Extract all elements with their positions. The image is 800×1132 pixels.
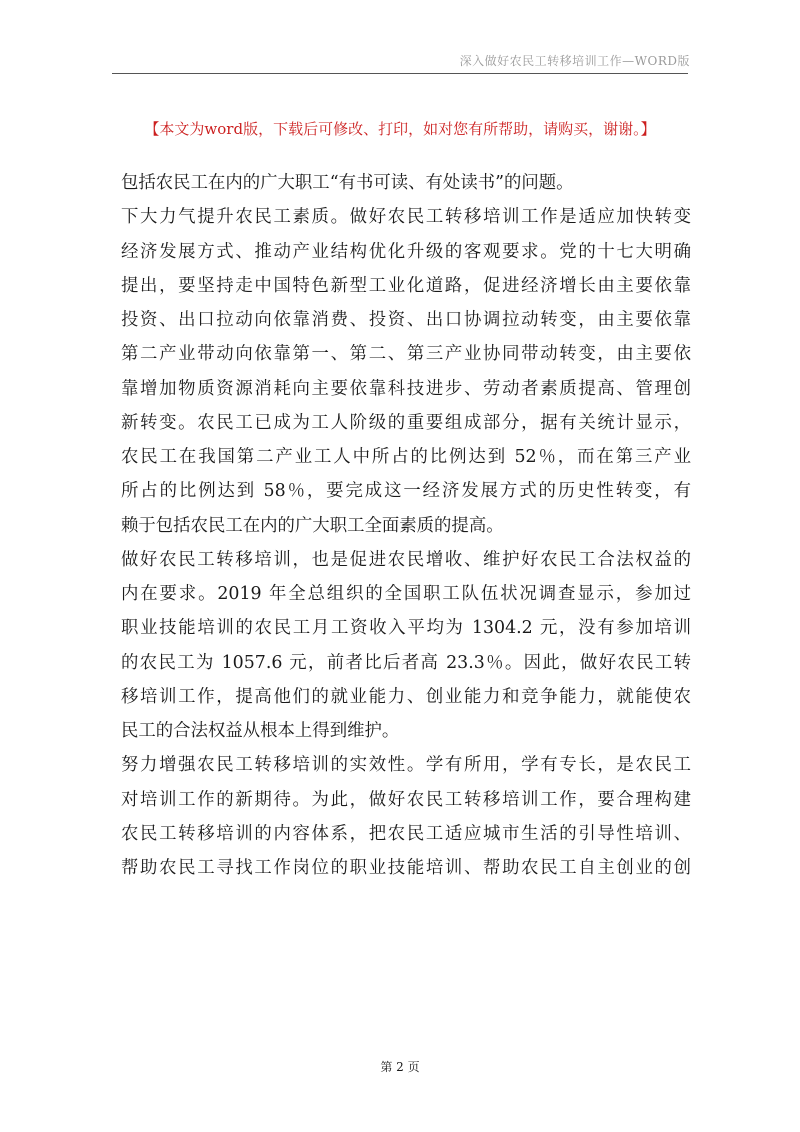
body-text bbox=[121, 166, 691, 885]
text-line: 努力增强农民工转移培训的实效性。学有所用，学有专长，是农民工 bbox=[121, 755, 691, 776]
text-line: 做好农民工转移培训，也是促进农民增收、维护好农民工合法权益的 bbox=[121, 549, 691, 570]
text-line: 内在要求。2019 年全总组织的全国职工队伍状况调查显示，参加过 bbox=[121, 584, 691, 604]
paragraph bbox=[121, 748, 691, 885]
text-line: 职业技能培训的农民工月工资收入平均为 1304.2 元，没有参加培训 bbox=[121, 618, 691, 639]
paragraph bbox=[121, 200, 691, 543]
text-line: 所占的比例达到 58％，要完成这一经济发展方式的历史性转变，有 bbox=[121, 481, 691, 502]
text-line: 移培训工作，提高他们的就业能力、创业能力和竞争能力，就能使农 bbox=[121, 686, 691, 707]
text-line: 对培训工作的新期待。为此，做好农民工转移培训工作，要合理构建 bbox=[121, 789, 691, 810]
text-line: 包括农民工在内的广大职工“有书可读、有处读书”的问题。 bbox=[121, 173, 574, 193]
page-number: 第 2 页 bbox=[380, 1060, 420, 1074]
header-rule bbox=[112, 73, 688, 74]
text-line: 经济发展方式、推动产业结构优化升级的客观要求。党的十七大明确 bbox=[121, 241, 691, 262]
purchase-notice: 【本文为word版，下载后可修改、打印，如对您有所帮助，请购买，谢谢。】 bbox=[144, 120, 656, 138]
text-line: 农民工在我国第二产业工人中所占的比例达到 52％，而在第三产业 bbox=[121, 447, 691, 467]
text-line: 提出，要坚持走中国特色新型工业化道路，促进经济增长由主要依靠 bbox=[121, 275, 691, 296]
paragraph bbox=[121, 166, 691, 200]
text-line: 靠增加物质资源消耗向主要依靠科技进步、劳动者素质提高、管理创 bbox=[121, 378, 691, 399]
text-line: 下大力气提升农民工素质。做好农民工转移培训工作是适应加快转变 bbox=[121, 207, 691, 228]
text-line: 新转变。农民工已成为工人阶级的重要组成部分，据有关统计显示， bbox=[121, 412, 691, 433]
text-line: 民工的合法权益从根本上得到维护。 bbox=[121, 721, 400, 741]
header-title: 深入做好农民工转移培训工作—WORD版 bbox=[459, 54, 690, 68]
text-line: 帮助农民工寻找工作岗位的职业技能培训、帮助农民工自主创业的创 bbox=[121, 858, 691, 878]
text-line: 第二产业带动向依靠第一、第二、第三产业协同带动转变，由主要依 bbox=[121, 344, 691, 365]
text-line: 的农民工为 1057.6 元，前者比后者高 23.3％。因此，做好农民工转 bbox=[121, 652, 691, 673]
text-line: 农民工转移培训的内容体系，把农民工适应城市生活的引导性培训、 bbox=[121, 823, 691, 844]
paragraph bbox=[121, 543, 691, 749]
text-line: 赖于包括农民工在内的广大职工全面素质的提高。 bbox=[121, 515, 504, 536]
text-line: 投资、出口拉动向依靠消费、投资、出口协调拉动转变，由主要依靠 bbox=[121, 310, 691, 330]
